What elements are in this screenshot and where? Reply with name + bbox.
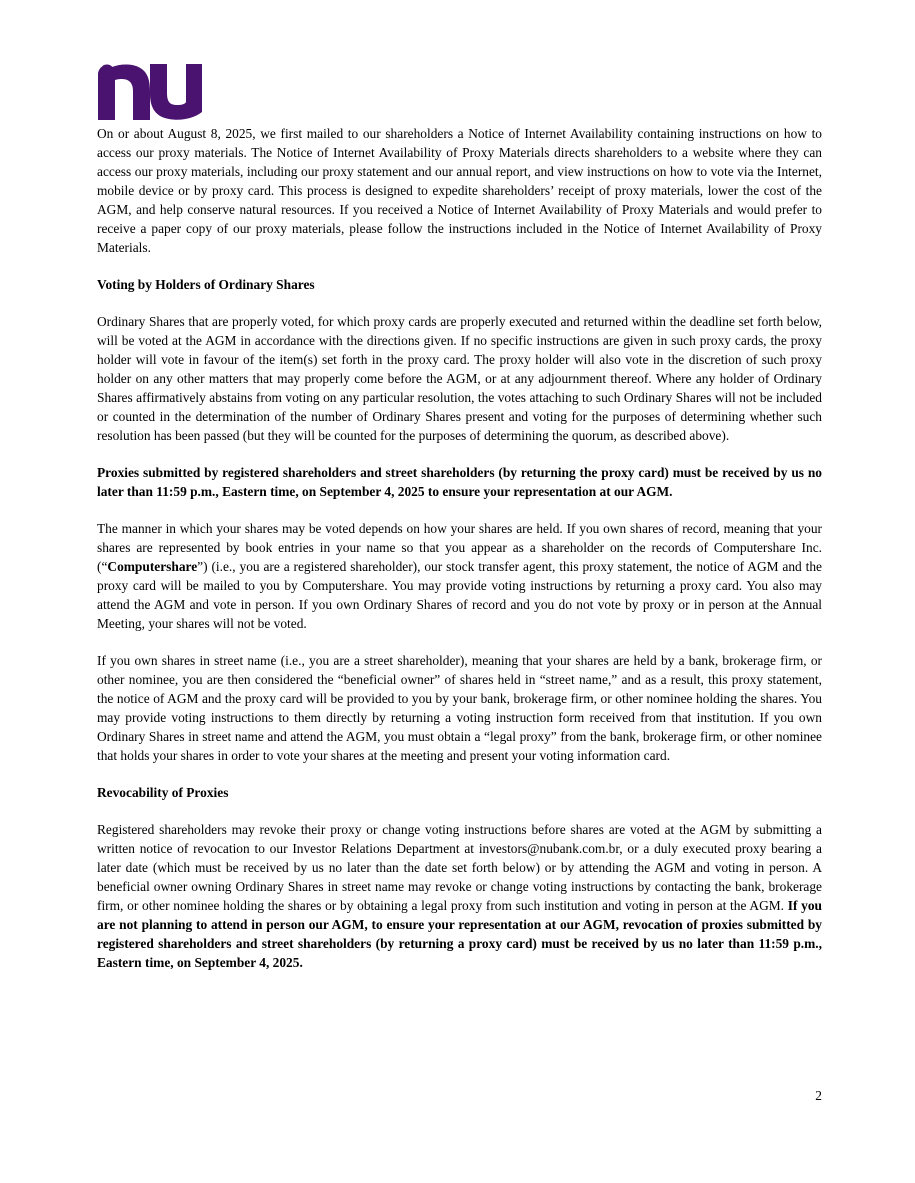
paragraph-revocation-deadline: If you are not planning to attend in person our AGM, to ensure your representation at our AGM, revocation of proxies submitted by registered shareholders and street shareholders (by returning a proxy card) must be received by us no later than 11:59 p.m., Eastern time, on September 4, 2025. [97, 898, 822, 970]
paragraph-revocation-part1: Registered shareholders may revoke their proxy or change voting instructions before shares are voted at the AGM by submitting a written notice of revocation to our Investor Relations Department at investors@nubank.com.br, or a duly executed proxy bearing a later date (which must be received by us no later than the date set forth below) or by attending the AGM and voting in person. A beneficial owner owning Ordinary Shares in street name may revoke or change voting instructions by contacting the bank, brokerage firm, or other nominee holding the shares or by obtaining a legal proxy from such institution and voting in person at the AGM. [97, 822, 822, 913]
section-heading-revocability: Revocability of Proxies [97, 785, 229, 800]
paragraph-revocation [97, 820, 822, 972]
term-computershare: Computershare [107, 559, 198, 574]
paragraph-ordinary-shares-voting: Ordinary Shares that are properly voted, for which proxy cards are properly executed and returned within the deadline set forth below, will be voted at the AGM in accordance with the directions given. If no specific instructions are given in such proxy cards, the proxy holder will vote in favour of the item(s) set forth in the proxy card. The proxy holder will also vote in the discretion of such proxy holder on any other matters that may properly come before the AGM, or at any adjournment thereof. Where any holder of Ordinary Shares affirmatively abstains from voting on any particular resolution, the votes attaching to such Ordinary Shares will not be included or counted in the determination of the number of Ordinary Shares present and voting for the purposes of determining whether such resolution has been passed (but they will be counted for the purposes of determining the quorum, as described above). [97, 314, 822, 443]
document-body [97, 124, 822, 990]
page-number: 2 [815, 1088, 822, 1103]
nu-logo-icon [98, 64, 202, 120]
paragraph-shares-of-record-part2: ”) (i.e., you are a registered shareholder), our stock transfer agent, this proxy statement, the notice of AGM and the proxy card will be mailed to you by Computershare. You may provide voting instructions by returning a proxy card. You also may attend the AGM and vote in person. If you own Ordinary Shares of record and you do not vote by proxy or in person at the Annual Meeting, your shares will not be voted. [97, 559, 822, 631]
paragraph-shares-of-record-part1: The manner in which your shares may be voted depends on how your shares are held. If you own shares of record, meaning that your shares are represented by book entries in your name so that you appear as a shareholder on the records of Computershare Inc. (“ [97, 521, 822, 574]
paragraph-proxy-deadline: Proxies submitted by registered shareholders and street shareholders (by returning the proxy card) must be received by us no later than 11:59 p.m., Eastern time, on September 4, 2025 to ensure your representation at our AGM. [97, 465, 822, 499]
paragraph-notice-of-availability: On or about August 8, 2025, we first mailed to our shareholders a Notice of Internet Availability containing instructions on how to access our proxy materials. The Notice of Internet Availability of Proxy Materials directs shareholders to a website where they can access our proxy materials, including our proxy statement and our annual report, and view instructions on how to vote via the Internet, mobile device or by proxy card. This process is designed to expedite shareholders’ receipt of proxy materials, lower the cost of the AGM, and help conserve natural resources. If you received a Notice of Internet Availability of Proxy Materials and would prefer to receive a paper copy of our proxy materials, please follow the instructions included in the Notice of Internet Availability of Proxy Materials. [97, 126, 822, 255]
paragraph-shares-of-record [97, 519, 822, 633]
section-heading-voting: Voting by Holders of Ordinary Shares [97, 277, 315, 292]
paragraph-street-name: If you own shares in street name (i.e., you are a street shareholder), meaning that your shares are held by a bank, brokerage firm, or other nominee, you are then considered the “beneficial owner” of shares held in “street name,” and as a result, this proxy statement, the notice of AGM and the proxy card will be provided to you by your bank, brokerage firm, or other nominee holding the shares. You may provide voting instructions to them directly by returning a voting instruction form received from that institution. If you own Ordinary Shares in street name and attend the AGM, you must obtain a “legal proxy” from the bank, brokerage firm, or other nominee that holds your shares in order to vote your shares at the meeting and present your voting information card. [97, 653, 822, 763]
